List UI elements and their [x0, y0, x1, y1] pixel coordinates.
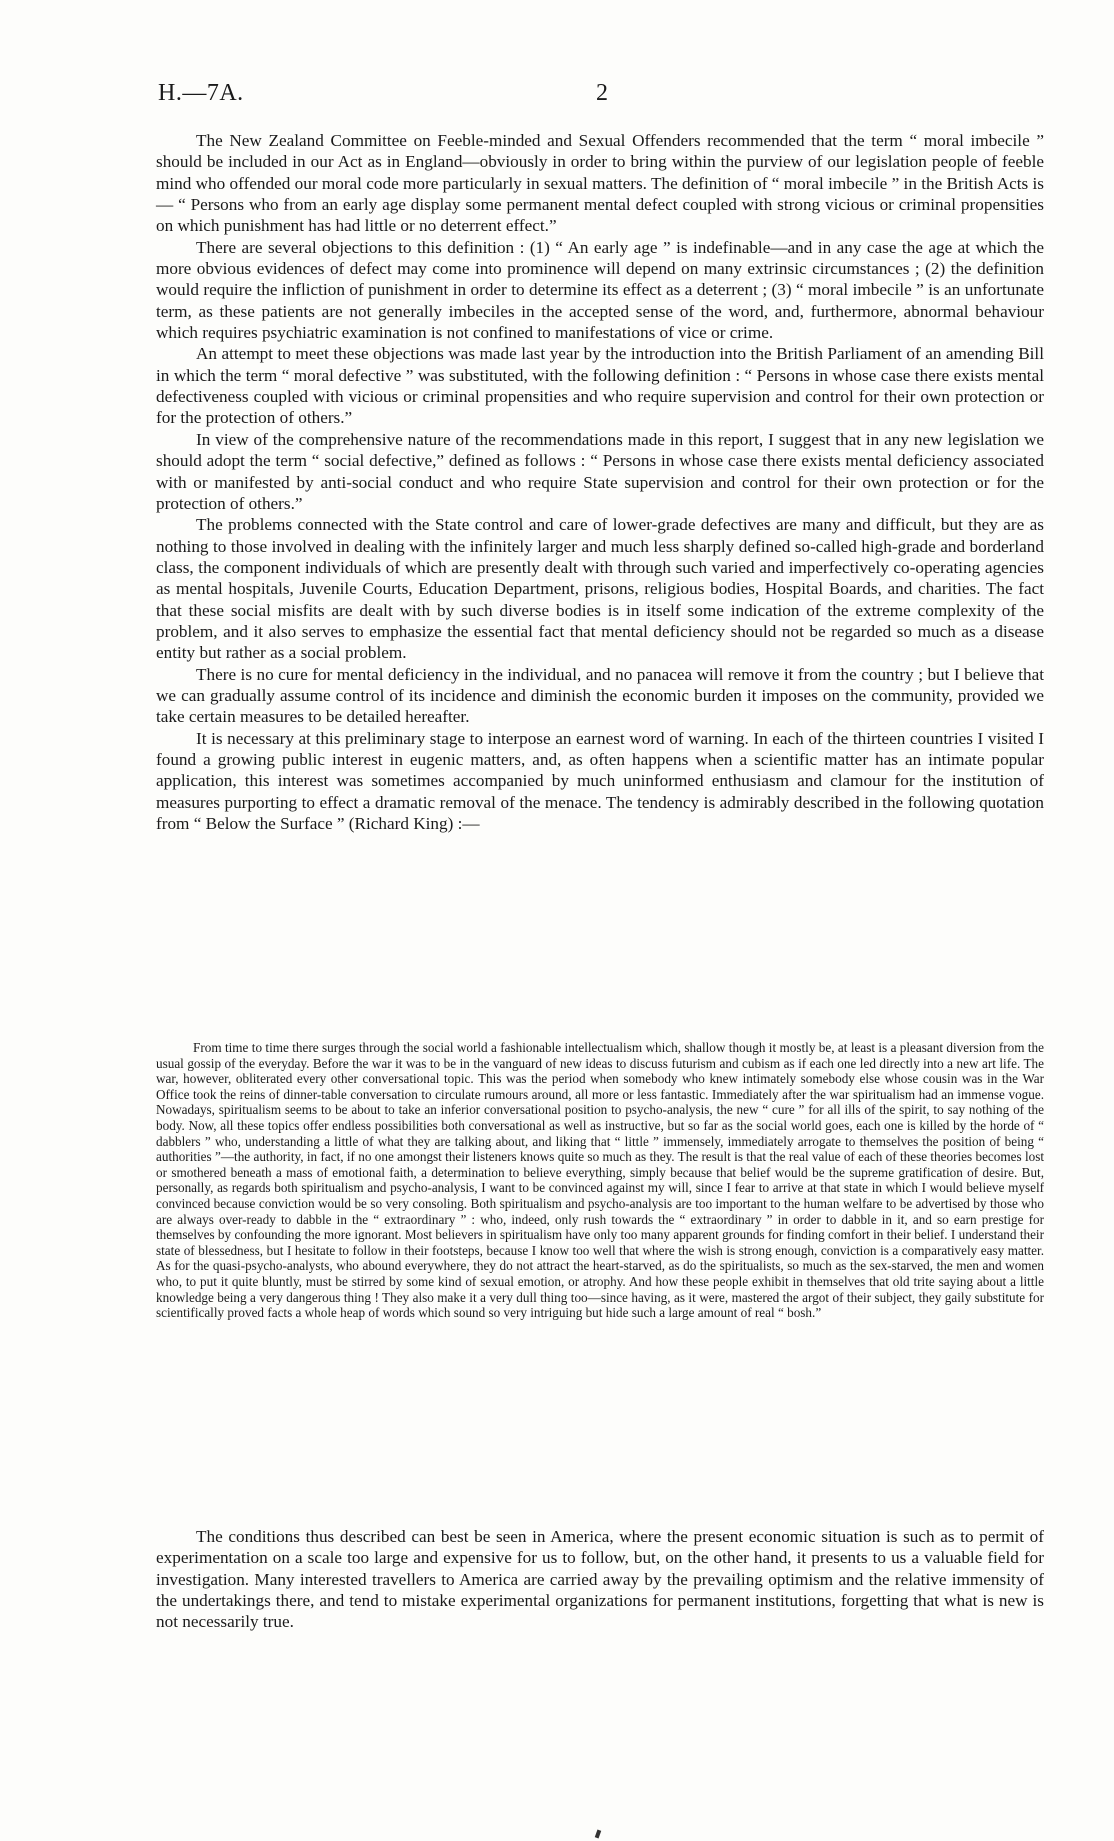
paragraph-america: The conditions thus described can best be seen in America, where the present economic situation is such as to permit of experimentation on a scale too large and expensive for us to follow, but, on the other hand, it presents to us a valuable field for investigation. Many interested travellers to America are carried away by the prevailing optimism and the relative immensity of the undertakings there, and tend to mistake experimental organizations for permanent institutions, forgetting that what is new is not necessarily true. — [156, 1527, 1044, 1632]
block-quotation — [156, 1040, 1044, 1321]
paragraph-amending-bill: An attempt to meet these objections was made last year by the introduction into the British Parliament of an amending Bill in which the term “ moral defective ” was substituted, with the following definition : “ Persons in whose case there exists mental defectiveness coupled with vicious or criminal propensities and who require supervision and control for their own protection or for the protection of others.” — [156, 344, 1044, 428]
closing-text — [156, 1526, 1044, 1633]
printer-mark — [595, 1830, 601, 1839]
paragraph-objections: There are several objections to this definition : (1) “ An early age ” is indefinable—and in any case the age at which the more obvious evidences of defect may come into prominence will depend on many extrinsic circumstances ; (2) the definition would require the infliction of punishment in order to determine its effect as a deterrent ; (3) “ moral imbecile ” is an unfortunate term, as these patients are not generally imbeciles in the accepted sense of the word, and, furthermore, abnormal behaviour which requires psychiatric examination is not confined to manifestations of vice or crime. — [156, 237, 1044, 343]
quotation-text: From time to time there surges through the social world a fashionable intellectualism which, shallow though it mostly be, at least is a pleasant diversion from the usual gossip of the everyday. Before the war it was to be in the vanguard of new ideas to discuss futurism and cubism as if each one led directly into a new art life. The war, however, obliterated every other conversational topic. This was the period when somebody who knew intimately somebody else whose cousin was in the War Office took the reins of dinner-table conversation to circulate rumours around, all more or less fantastic. Immediately after the war spiritualism had an immense vogue. Nowadays, spiritualism seems to be about to take an inferior conversational position to psycho-analysis, the new “ cure ” for all ills of the spirit, to say nothing of the body. Now, all these topics offer endless possibilities both conversational as well as instructive, but so far as the social world goes, each one is killed by the horde of “ dabblers ” who, understanding a little of what they are talking about, and liking that “ little ” immensely, immediately arrogate to themselves the position of being “ authorities ”—the authority, in fact, if no one amongst their listeners knows quite so much as they. The result is that the real value of each of these theories becomes lost or smothered beneath a mass of emotional faith, a determination to believe everything, simply because that belief would be the supreme gratification of desire. But, personally, as regards both spiritualism and psycho-analysis, I want to be convinced against my will, since I fear to arrive at that state in which I would believe myself convinced because conviction would be so very consoling. Both spiritualism and psycho-analysis are too important to the human welfare to be advertised by those who are always over-ready to dabble in the “ extraordinary ” : who, indeed, only rush towards the “ extraordinary ” in order to dabble in it, and so earn prestige for themselves by confounding the more ignorant. Most believers in spiritualism have only too many apparent grounds for finding comfort in their belief. I understand their state of blessedness, but I hesitate to follow in their footsteps, because I know too well that where the wish is strong enough, conviction is a comparatively easy matter. As for the quasi-psycho-analysts, who abound everywhere, they do not attract the heart-starved, as do the spiritualists, so much as the sex-starved, the men and women who, to put it quite bluntly, must be stirred by some kind of sexual emotion, or atrophy. And how these people exhibit in themselves that old trite saying about a little knowledge being a very dangerous thing ! They also make it a very dull thing too—since having, as it were, mastered the argot of their subject, they gaily substitute for scientifically proved facts a whole heap of words which sound so very intriguing but hide such a large amount of real “ bosh.” — [156, 1040, 1044, 1321]
paragraph-no-cure: There is no cure for mental deficiency in the individual, and no panacea will remove it from the country ; but I believe that we can gradually assume control of its incidence and diminish the economic burden it imposes on the community, provided we take certain measures to be detailed hereafter. — [156, 664, 1044, 727]
paragraph-definition: The New Zealand Committee on Feeble-minded and Sexual Offenders recommended that the term “ moral imbecile ” should be included in our Act as in England—obviously in order to bring within the purview of our legislation people of feeble mind who offended our moral code more particularly in sexual matters. The definition of “ moral imbecile ” in the British Acts is— “ Persons who from an early age display some permanent mental defect coupled with strong vicious or criminal propensities on which punishment has had little or no deterrent effect.” — [156, 131, 1044, 236]
paragraph-social-defective: In view of the comprehensive nature of the recommendations made in this report, I suggest that in any new legislation we should adopt the term “ social defective,” defined as follows : “ Persons in whose case there exists mental deficiency associated with or manifested by anti-social conduct and who require State supervision and control for their own protection or for the protection of others.” — [156, 429, 1044, 513]
paragraph-problems: The problems connected with the State control and care of lower-grade defectives are many and difficult, but they are as nothing to those involved in dealing with the infinitely larger and much less sharply defined so-called high-grade and borderland class, the component individuals of which are presently dealt with through such varied and imperfectively co-operating agencies as mental hospitals, Juvenile Courts, Education Department, prisons, religious bodies, Hospital Boards, and charities. The fact that these social misfits are dealt with by such diverse bodies is in itself some indication of the extreme complexity of the problem, and it also serves to emphasize the essential fact that mental deficiency should not be regarded so much as a disease entity but rather as a social problem. — [156, 515, 1044, 663]
document-reference: H.—7A. — [158, 80, 244, 106]
paragraph-warning: It is necessary at this preliminary stage to interpose an earnest word of warning. In each of the thirteen countries I visited I found a growing public interest in eugenic matters, and, as often happens when a scientific matter has an intimate popular application, this interest was sometimes accompanied by much uninformed enthusiasm and clamour for the institution of measures purporting to effect a dramatic removal of the menace. The tendency is admirably described in the following quotation from “ Below the Surface ” (Richard King) :— — [156, 728, 1044, 833]
page-header — [158, 80, 1044, 110]
body-text — [156, 130, 1044, 834]
page-number: 2 — [596, 80, 608, 106]
